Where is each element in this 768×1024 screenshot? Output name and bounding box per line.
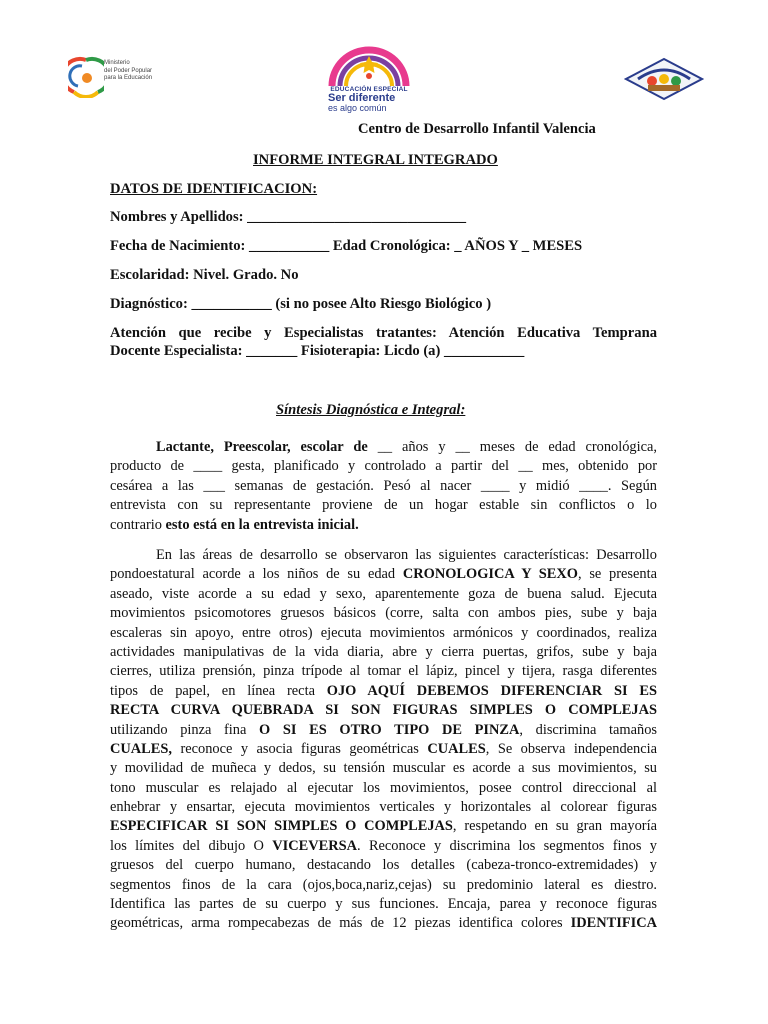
logo-slogan-line2: es algo común [328, 103, 387, 113]
p1-line: producto de ____ gesta, planificado y controlado a partir del __ mes, obtenido por [110, 458, 657, 475]
center-name: Centro de Desarrollo Infantil Valencia [358, 121, 596, 137]
schooling-field: Escolaridad: Nivel. Grado. No [110, 267, 299, 283]
p2-line: movimientos psicomotores gruesos básicos (corre, salta con ambos pies, sube y baja [110, 605, 657, 622]
p2-line: geométricas, arma rompecabezas de más de 12 piezas identifica colores IDENTIFICA [110, 915, 657, 932]
diagnosis-field: Diagnóstico: ___________ (si no posee Alto Riesgo Biológico ) [110, 296, 492, 312]
special-education-label: EDUCACIÓN ESPECIAL [330, 86, 408, 93]
p2-line: En las áreas de desarrollo se observaron las siguientes características: Desarrollo [156, 547, 657, 563]
p1-line: contrario esto está en la entrevista inicial. [110, 516, 359, 533]
p2-line: aseado, viste acorde a su edad y sexo, aparentemente goza de buena salud. Ejecuta [110, 585, 657, 602]
special-education-logo [326, 46, 412, 116]
p2-line: segmentos finos de la cara (ojos,boca,nariz,cejas) su predominio lateral es diestro. [110, 876, 657, 893]
ministry-logo [68, 54, 164, 100]
p1-line: cesárea a las ___ semanas de gestación. Pesó al nacer ____ y midió ____. Según [110, 477, 657, 494]
document-title: INFORME INTEGRAL INTEGRADO [253, 152, 498, 168]
p2-line: los límites del dibujo O VICEVERSA. Reconoce y discrimina los segmentos finos y [110, 837, 657, 854]
p1-line: entrevista con su representante proviene de un hogar estable sin conflictos o lo [110, 497, 657, 514]
ministry-logo-text: Ministerio del Poder Popular para la Educación [104, 60, 153, 82]
p2-line: escaleras sin apoyo, entre otros) ejecuta movimientos armónicos y coordinados, realiza [110, 624, 657, 641]
birth-date-field: Fecha de Nacimiento: ___________ Edad Cronológica: _ AÑOS Y _ MESES [110, 238, 583, 254]
rainbow-arc-icon [326, 46, 412, 88]
p2-line: ESPECIFICAR SI SON SIMPLES O COMPLEJAS, respetando en su gran mayoría [110, 818, 657, 835]
synthesis-heading: Síntesis Diagnóstica e Integral: [276, 402, 466, 418]
p2-line: pondoestatural acorde a los niños de su edad CRONOLOGICA Y SEXO, se presenta [110, 566, 657, 583]
identification-heading: DATOS DE IDENTIFICACION: [110, 181, 318, 197]
p2-line: utilizando pinza fina O SI ES OTRO TIPO DE PINZA, discrimina tamaños [110, 721, 657, 738]
p2-line: tono muscular es relajado al ejecutar los movimientos, posee control direccional al [110, 779, 657, 796]
p2-line: CUALES, reconoce y asocia figuras geométricas CUALES, Se observa independencia [110, 740, 657, 757]
cdi-logo [624, 57, 704, 101]
cdi-diamond-emblem-icon [624, 57, 704, 101]
ministry-logo-mark-icon [68, 56, 104, 98]
attention-line-1: Atención que recibe y Especialistas tratantes: Atención Educativa Temprana [110, 325, 657, 341]
p2-line: gruesos del cuerpo humano, destacando los detalles (cabeza-tronco-extremidades) y [110, 857, 657, 874]
p1-line: Lactante, Preescolar, escolar de __ años y __ meses de edad cronológica, [156, 439, 657, 455]
p2-line: actividades manipulativas de la vida diaria, abre y cierra puertas, grifos, sube y baja [110, 643, 657, 660]
logo-slogan-line1: Ser diferente [328, 92, 396, 104]
p2-line: cierres, utiliza prensión, pinza trípode al tomar el lápiz, pincel y tijera, rasga diferentes [110, 663, 657, 680]
paragraph-1 [110, 438, 657, 535]
p2-line: y movilidad de muñeca y dedos, su tensión muscular es acorde a sus movimientos, su [110, 760, 657, 777]
attention-line-2: Docente Especialista: _______ Fisioterapia: Licdo (a) ___________ [110, 343, 525, 359]
p2-line: enhebrar y ensartar, ejecuta movimientos verticales y horizontales al colorear figuras [110, 799, 657, 816]
paragraph-2 [110, 546, 657, 934]
p2-line: RECTA CURVA QUEBRADA SI SON FIGURAS SIMPLES O COMPLEJAS [110, 702, 657, 719]
p2-line: Identifica las partes de su cuerpo y sus funciones. Encaja, parea y reconoce figuras [110, 896, 657, 913]
p2-line: tipos de papel, en línea recta OJO AQUÍ DEBEMOS DIFERENCIAR SI ES [110, 682, 657, 699]
names-field: Nombres y Apellidos: ______________________________ [110, 209, 467, 225]
